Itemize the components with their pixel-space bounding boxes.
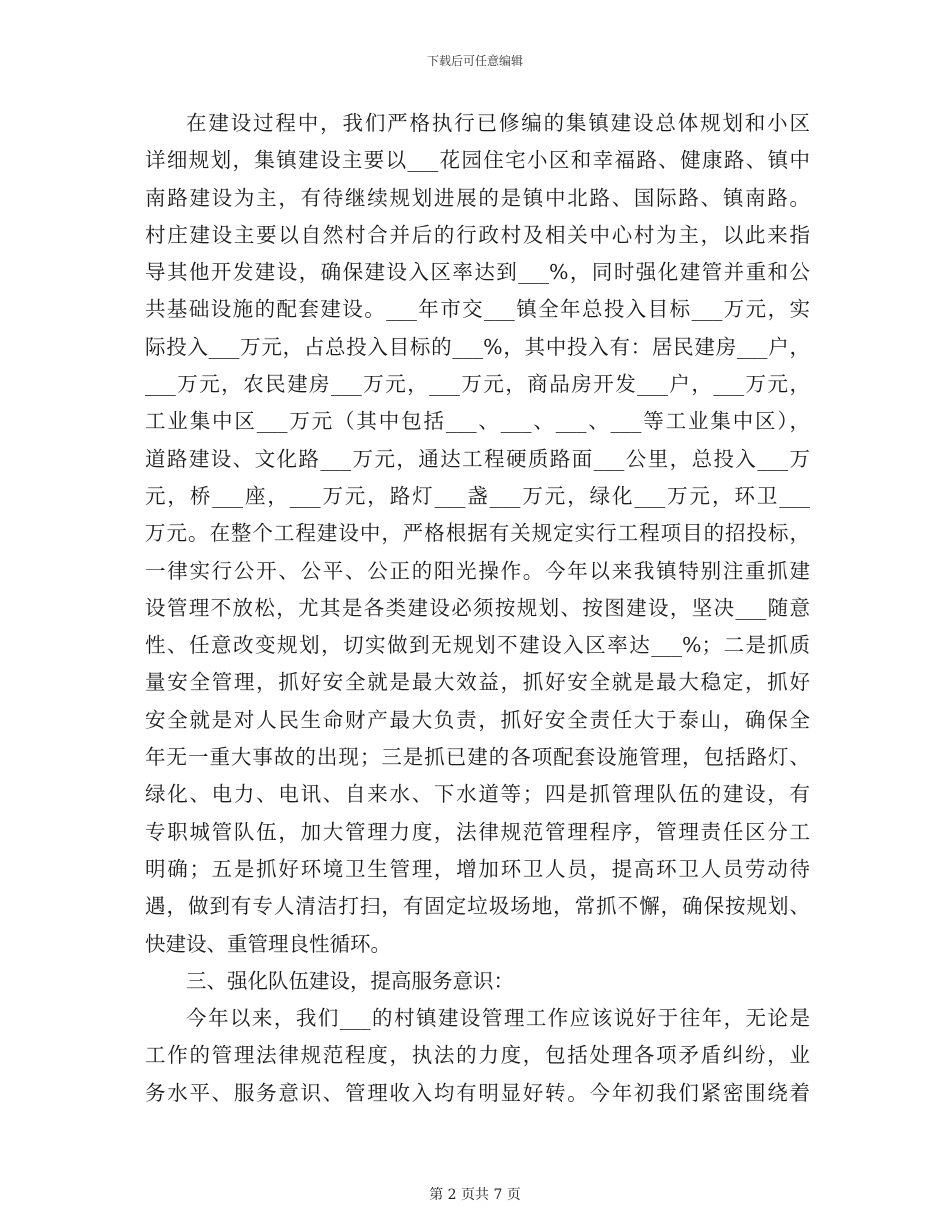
text-line: 一律实行公开、公平、公正的阳光操作。今年以来我镇特别注重抓建 [145, 558, 810, 583]
text-line: 今年以来，我们___的村镇建设管理工作应该说好于往年，无论是 [186, 1006, 810, 1031]
text-line: 详细规划，集镇建设主要以___花园住宅小区和幸福路、健康路、镇中 [145, 148, 810, 173]
text-line: 明确；五是抓好环境卫生管理，增加环卫人员，提高环卫人员劳动待 [145, 856, 810, 881]
text-line: 专职城管队伍，加大管理力度，法律规范管理程序，管理责任区分工 [145, 819, 810, 844]
text-line: 性、任意改变规划，切实做到无规划不建设入区率达___%；二是抓质 [145, 633, 810, 658]
section-heading: 三、强化队伍建设，提高服务意识： [186, 968, 514, 993]
text-line: 遇，做到有专人清洁打扫，有固定垃圾场地，常抓不懈，确保按规划、 [145, 894, 810, 919]
text-line: 南路建设为主，有待继续规划进展的是镇中北路、国际路、镇南路。 [145, 185, 810, 210]
page-footer: 第 2 页共 7 页 [429, 1187, 521, 1203]
text-line: 务水平、服务意识、管理收入均有明显好转。今年初我们紧密围绕着 [145, 1080, 810, 1105]
text-line: 设管理不放松，尤其是各类建设必须按规划、按图建设，坚决___随意 [145, 595, 810, 620]
text-line: 年无一重大事故的出现；三是抓已建的各项配套设施管理，包括路灯、 [145, 745, 810, 770]
text-line: 量安全管理，抓好安全就是最大效益，抓好安全就是最大稳定，抓好 [145, 670, 810, 695]
text-line: 际投入___万元，占总投入目标的___%，其中投入有：居民建房___户， [145, 334, 810, 359]
text-line: 绿化、电力、电讯、自来水、下水道等；四是抓管理队伍的建设，有 [145, 782, 810, 807]
text-line: 村庄建设主要以自然村合并后的行政村及相关中心村为主，以此来指 [145, 222, 810, 247]
text-line: ___万元，农民建房___万元，___万元，商品房开发___户，___万元， [145, 372, 810, 397]
text-line: 共基础设施的配套建设。___年市交___镇全年总投入目标___万元，实 [145, 297, 810, 322]
text-line: 导其他开发建设，确保建设入区率达到___%，同时强化建管并重和公 [145, 260, 810, 285]
text-line: 道路建设、文化路___万元，通达工程硬质路面___公里，总投入___万 [145, 446, 810, 471]
text-line: 在建设过程中，我们严格执行已修编的集镇建设总体规划和小区 [186, 111, 810, 135]
text-line: 工业集中区___万元（其中包括___、___、___、___等工业集中区）， [145, 409, 810, 434]
text-line: 安全就是对人民生命财产最大负责，抓好安全责任大于泰山，确保全 [145, 707, 810, 732]
body-text [145, 105, 810, 1112]
text-line: 快建设、重管理良性循环。 [145, 931, 391, 956]
text-line: 工作的管理法律规范程度，执法的力度，包括处理各项矛盾纠纷，业 [145, 1043, 810, 1068]
text-line: 万元。在整个工程建设中，严格根据有关规定实行工程项目的招投标， [145, 521, 810, 546]
text-line: 元，桥___座，___万元，路灯___盏___万元，绿化___万元，环卫___ [145, 483, 810, 508]
page-header: 下载后可任意编辑 [426, 54, 523, 68]
